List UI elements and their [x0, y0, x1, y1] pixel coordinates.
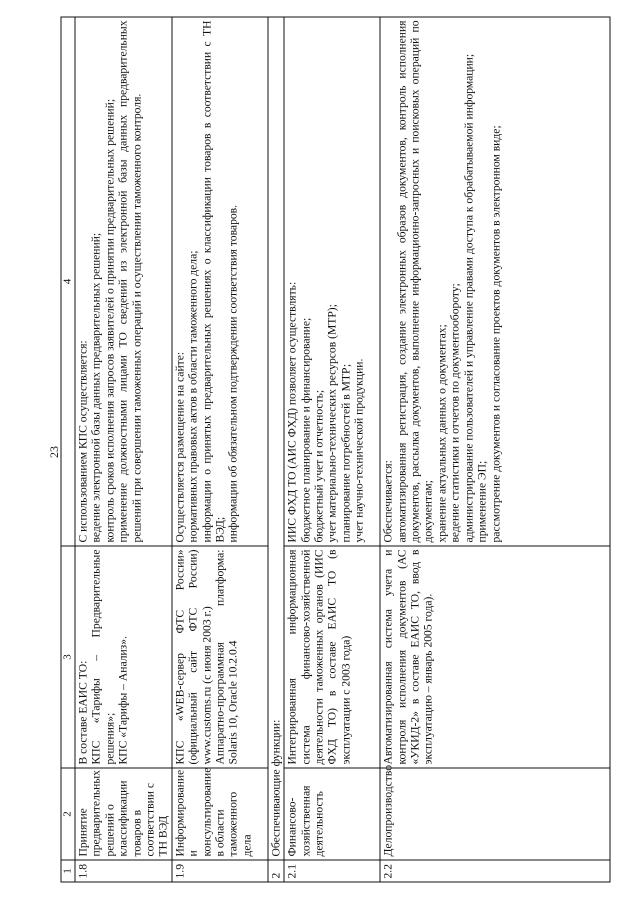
function-line: ведение электронной базы данных предварительных решений; [89, 232, 103, 543]
table-header-row [61, 17, 75, 882]
function-line: бюджетный учет и отчетность; [312, 389, 326, 543]
section-row [267, 17, 283, 882]
row-number: 2.1 [284, 860, 380, 882]
system-description [171, 546, 267, 768]
function-description [171, 17, 267, 546]
function-line: применение должностными лицами ТО сведений из электронной базы данных предварительных решений при совершении таможенных операций и осуществлении таможенного контроля. [116, 20, 143, 543]
page-number: 23 [47, 446, 61, 458]
function-description [284, 17, 380, 546]
system-line: КПС «Тарифы – Предварительные решения»; [89, 549, 116, 765]
table-row [284, 17, 380, 882]
function-line: нормативных правовых актов в области таможенного дела; [186, 250, 200, 543]
system-line: В составе ЕАИС ТО: [76, 660, 89, 765]
function-name: Принятие предварительных решений о классификации товаров в соответствии с ТН ВЭД [75, 768, 172, 860]
section-number: 2 [267, 860, 283, 882]
function-line: Осуществляется размещение на сайте: [172, 351, 186, 543]
system-description [380, 546, 610, 768]
function-line: Обеспечивается: [381, 460, 395, 543]
function-name: Финансово-хозяйственная деятельность [284, 768, 380, 860]
system-description [284, 546, 380, 768]
row-number: 2.2 [380, 860, 610, 882]
system-description [75, 546, 172, 768]
table-row [171, 17, 267, 882]
system-line: Автоматизированная система учета и контроля исполнения документов (АС «УКИД-2» в составе ЕАИС ТО, ввод в эксплуатацию – январь 2005 года). [381, 549, 435, 765]
function-line: информации об обязательном подтверждении соответствия товаров. [226, 204, 240, 543]
function-line: администрирование пользователей и управление правами доступа к обрабатываемой информации; [461, 53, 475, 543]
system-line: Интегрированная информационная система финансово-хозяйственной деятельности таможенных органов (ИИС ФХД ТО) в составе ЕАИС ТО (в эксплуатации с 2003 года) [285, 549, 352, 765]
system-line: КПС «WEB-сервер ФТС России» (официальный сайт ФТС России) www.customs.ru (с июня 2003 г.) [172, 549, 213, 765]
function-line: С использованием КПС осуществляется: [76, 340, 89, 543]
table-row [380, 17, 610, 882]
function-line: бюджетное планирование и финансирование; [298, 317, 312, 543]
function-line: применение ЭП; [475, 460, 489, 543]
header-col-2: 2 [61, 768, 75, 860]
rotated-page-content [60, 18, 610, 883]
function-name: Делопроизводство [380, 768, 610, 860]
header-col-3: 3 [61, 546, 75, 768]
function-line: контроль сроков исполнения запросов заявителей о принятии предварительных решений; [102, 98, 116, 543]
function-line: планирование потребностей в МТР; [338, 363, 352, 543]
function-line: хранение актуальных данных о документах; [434, 324, 448, 543]
function-line: ведение статистики и отчетов по документообороту; [448, 283, 462, 543]
function-line: рассмотрение документов и согласование проектов документов в электронном виде; [488, 125, 502, 543]
function-line: автоматизированная регистрация, создание электронных образов документов, контроль исполнения документов, рассылка документов, выполнение информационно-запросных и поисковых операций по документам; [394, 20, 435, 543]
table-row [75, 17, 172, 882]
system-line: КПС «Тарифы – Анализ». [116, 636, 130, 765]
systems-table [60, 17, 610, 883]
header-col-1: 1 [61, 860, 75, 882]
function-line: учет научно-технической продукции. [352, 358, 366, 543]
row-number: 1.8 [75, 860, 172, 882]
function-line: информации о принятых предварительных решениях о классификации товаров в соответствии с ТН ВЭД; [199, 20, 227, 543]
system-line: Аппаратно-программная платформа: Solaris 10, Oracle 10.2.0.4 [213, 549, 240, 765]
header-col-4: 4 [61, 17, 75, 546]
function-description [380, 17, 610, 546]
function-name: Информирование и консультирование в области таможенного дела [171, 768, 267, 860]
function-description [75, 17, 172, 546]
function-line: учет материально-технических ресурсов (МТР); [325, 304, 339, 543]
row-number: 1.9 [171, 860, 267, 882]
function-line: ИИС ФХД ТО (АИС ФХД) позволяет осуществлять: [285, 281, 299, 543]
section-title: Обеспечивающие функции: [267, 17, 283, 860]
